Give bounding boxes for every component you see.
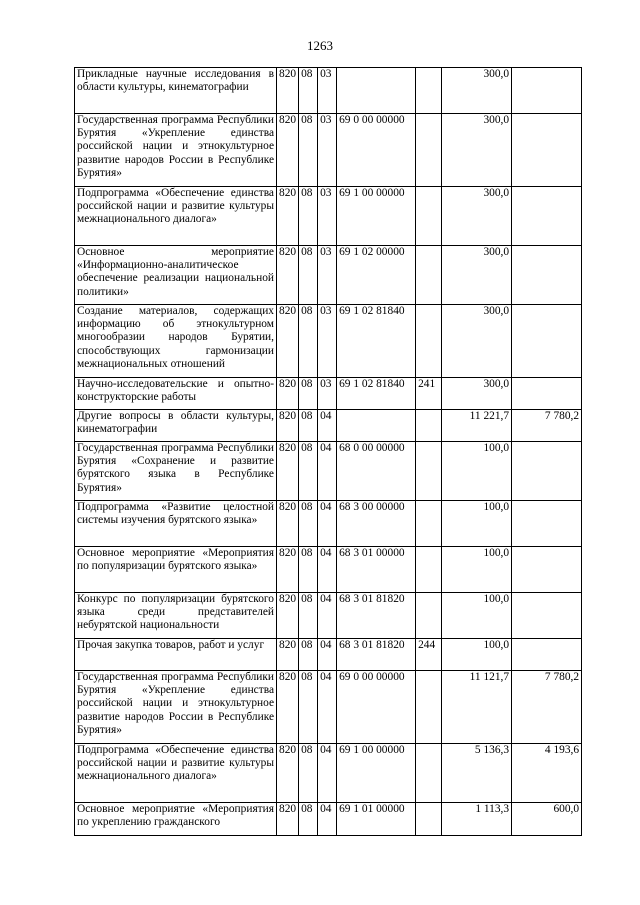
- ministry-code-cell: 820: [277, 803, 299, 836]
- amount-federal-cell: [512, 114, 582, 187]
- table-row: [75, 187, 582, 246]
- amount-federal-cell: [512, 547, 582, 593]
- ministry-code-cell: 820: [277, 547, 299, 593]
- amount-cell: 300,0: [442, 246, 512, 305]
- row-name-cell: Научно-исследовательские и опытно-конструкторские работы: [75, 378, 277, 410]
- ministry-code-cell: 820: [277, 639, 299, 671]
- amount-federal-cell: [512, 639, 582, 671]
- amount-cell: 100,0: [442, 593, 512, 639]
- amount-federal-cell: 7 780,2: [512, 671, 582, 744]
- amount-federal-cell: [512, 68, 582, 114]
- page-number: 1263: [307, 38, 333, 53]
- amount-cell: 100,0: [442, 501, 512, 547]
- table-row: [75, 442, 582, 501]
- amount-cell: 300,0: [442, 305, 512, 378]
- section-code-cell: 08: [299, 378, 318, 410]
- expense-type-cell: [416, 501, 442, 547]
- ministry-code-cell: 820: [277, 501, 299, 547]
- table-row: [75, 671, 582, 744]
- ministry-code-cell: 820: [277, 68, 299, 114]
- subsection-code-cell: 04: [318, 593, 337, 639]
- row-name-cell: Основное мероприятие «Мероприятия по укреплению гражданского: [75, 803, 277, 836]
- section-code-cell: 08: [299, 410, 318, 442]
- table-row: [75, 410, 582, 442]
- subsection-code-cell: 04: [318, 803, 337, 836]
- expense-type-cell: [416, 410, 442, 442]
- expense-type-cell: [416, 744, 442, 803]
- expense-type-cell: 244: [416, 639, 442, 671]
- ministry-code-cell: 820: [277, 410, 299, 442]
- subsection-code-cell: 04: [318, 639, 337, 671]
- amount-cell: 5 136,3: [442, 744, 512, 803]
- table-row: [75, 639, 582, 671]
- ministry-code-cell: 820: [277, 305, 299, 378]
- section-code-cell: 08: [299, 442, 318, 501]
- amount-cell: 100,0: [442, 547, 512, 593]
- row-name-cell: Государственная программа Республики Бурятия «Укрепление единства российской нации и этнокультурное развитие народов России в Республике Бурятия»: [75, 114, 277, 187]
- section-code-cell: 08: [299, 547, 318, 593]
- row-name-cell: Подпрограмма «Развитие целостной системы изучения бурятского языка»: [75, 501, 277, 547]
- target-article-cell: 68 3 01 81820: [337, 639, 416, 671]
- row-name-cell: Подпрограмма «Обеспечение единства российской нации и развитие культуры межнационального диалога»: [75, 744, 277, 803]
- subsection-code-cell: 03: [318, 305, 337, 378]
- subsection-code-cell: 04: [318, 501, 337, 547]
- table-row: [75, 744, 582, 803]
- table-row: [75, 501, 582, 547]
- section-code-cell: 08: [299, 501, 318, 547]
- amount-federal-cell: 600,0: [512, 803, 582, 836]
- subsection-code-cell: 03: [318, 378, 337, 410]
- table-row: [75, 305, 582, 378]
- ministry-code-cell: 820: [277, 671, 299, 744]
- row-name-cell: Подпрограмма «Обеспечение единства российской нации и развитие культуры межнационального диалога»: [75, 187, 277, 246]
- row-name-cell: Прикладные научные исследования в области культуры, кинематографии: [75, 68, 277, 114]
- amount-cell: 300,0: [442, 114, 512, 187]
- expense-type-cell: [416, 187, 442, 246]
- target-article-cell: 68 3 00 00000: [337, 501, 416, 547]
- amount-cell: 11 221,7: [442, 410, 512, 442]
- ministry-code-cell: 820: [277, 744, 299, 803]
- target-article-cell: [337, 410, 416, 442]
- table-row: [75, 378, 582, 410]
- target-article-cell: 69 1 02 81840: [337, 305, 416, 378]
- expense-type-cell: [416, 305, 442, 378]
- ministry-code-cell: 820: [277, 114, 299, 187]
- section-code-cell: 08: [299, 803, 318, 836]
- subsection-code-cell: 03: [318, 114, 337, 187]
- ministry-code-cell: 820: [277, 593, 299, 639]
- target-article-cell: 68 3 01 00000: [337, 547, 416, 593]
- ministry-code-cell: 820: [277, 442, 299, 501]
- target-article-cell: 69 1 00 00000: [337, 187, 416, 246]
- section-code-cell: 08: [299, 671, 318, 744]
- amount-federal-cell: 4 193,6: [512, 744, 582, 803]
- subsection-code-cell: 03: [318, 246, 337, 305]
- amount-cell: 100,0: [442, 639, 512, 671]
- table-row: [75, 114, 582, 187]
- target-article-cell: 69 0 00 00000: [337, 671, 416, 744]
- subsection-code-cell: 04: [318, 744, 337, 803]
- section-code-cell: 08: [299, 68, 318, 114]
- row-name-cell: Создание материалов, содержащих информацию об этнокультурном многообразии народов Бурятии, способствующих гармонизации межнациональных отношений: [75, 305, 277, 378]
- amount-cell: 300,0: [442, 187, 512, 246]
- expense-type-cell: [416, 593, 442, 639]
- row-name-cell: Другие вопросы в области культуры, кинематографии: [75, 410, 277, 442]
- expense-type-cell: [416, 442, 442, 501]
- expense-type-cell: [416, 671, 442, 744]
- subsection-code-cell: 03: [318, 187, 337, 246]
- budget-table: [74, 67, 582, 836]
- subsection-code-cell: 04: [318, 547, 337, 593]
- amount-federal-cell: [512, 442, 582, 501]
- target-article-cell: 68 3 01 81820: [337, 593, 416, 639]
- amount-cell: 300,0: [442, 378, 512, 410]
- ministry-code-cell: 820: [277, 246, 299, 305]
- row-name-cell: Прочая закупка товаров, работ и услуг: [75, 639, 277, 671]
- table-row: [75, 547, 582, 593]
- amount-cell: 11 121,7: [442, 671, 512, 744]
- amount-cell: 100,0: [442, 442, 512, 501]
- target-article-cell: 69 0 00 00000: [337, 114, 416, 187]
- target-article-cell: [337, 68, 416, 114]
- target-article-cell: 69 1 02 00000: [337, 246, 416, 305]
- table-row: [75, 593, 582, 639]
- expense-type-cell: [416, 547, 442, 593]
- ministry-code-cell: 820: [277, 378, 299, 410]
- target-article-cell: 68 0 00 00000: [337, 442, 416, 501]
- row-name-cell: Основное мероприятие «Мероприятия по популяризации бурятского языка»: [75, 547, 277, 593]
- amount-cell: 1 113,3: [442, 803, 512, 836]
- amount-federal-cell: [512, 378, 582, 410]
- section-code-cell: 08: [299, 744, 318, 803]
- amount-federal-cell: [512, 305, 582, 378]
- ministry-code-cell: 820: [277, 187, 299, 246]
- subsection-code-cell: 04: [318, 442, 337, 501]
- amount-federal-cell: [512, 501, 582, 547]
- target-article-cell: 69 1 01 00000: [337, 803, 416, 836]
- table-row: [75, 803, 582, 836]
- subsection-code-cell: 04: [318, 410, 337, 442]
- expense-type-cell: [416, 246, 442, 305]
- amount-federal-cell: [512, 187, 582, 246]
- expense-type-cell: 241: [416, 378, 442, 410]
- amount-federal-cell: [512, 593, 582, 639]
- table-row: [75, 68, 582, 114]
- section-code-cell: 08: [299, 114, 318, 187]
- amount-cell: 300,0: [442, 68, 512, 114]
- amount-federal-cell: [512, 246, 582, 305]
- section-code-cell: 08: [299, 246, 318, 305]
- section-code-cell: 08: [299, 305, 318, 378]
- row-name-cell: Конкурс по популяризации бурятского языка среди представителей небурятской национальности: [75, 593, 277, 639]
- table-body: [75, 68, 582, 836]
- subsection-code-cell: 04: [318, 671, 337, 744]
- target-article-cell: 69 1 00 00000: [337, 744, 416, 803]
- expense-type-cell: [416, 803, 442, 836]
- expense-type-cell: [416, 68, 442, 114]
- row-name-cell: Основное мероприятие «Информационно-аналитическое обеспечение реализации национальной политики»: [75, 246, 277, 305]
- amount-federal-cell: 7 780,2: [512, 410, 582, 442]
- section-code-cell: 08: [299, 593, 318, 639]
- subsection-code-cell: 03: [318, 68, 337, 114]
- section-code-cell: 08: [299, 639, 318, 671]
- target-article-cell: 69 1 02 81840: [337, 378, 416, 410]
- section-code-cell: 08: [299, 187, 318, 246]
- row-name-cell: Государственная программа Республики Бурятия «Укрепление единства российской нации и этнокультурное развитие народов России в Республике Бурятия»: [75, 671, 277, 744]
- table-row: [75, 246, 582, 305]
- expense-type-cell: [416, 114, 442, 187]
- row-name-cell: Государственная программа Республики Бурятия «Сохранение и развитие бурятского языка в Республике Бурятия»: [75, 442, 277, 501]
